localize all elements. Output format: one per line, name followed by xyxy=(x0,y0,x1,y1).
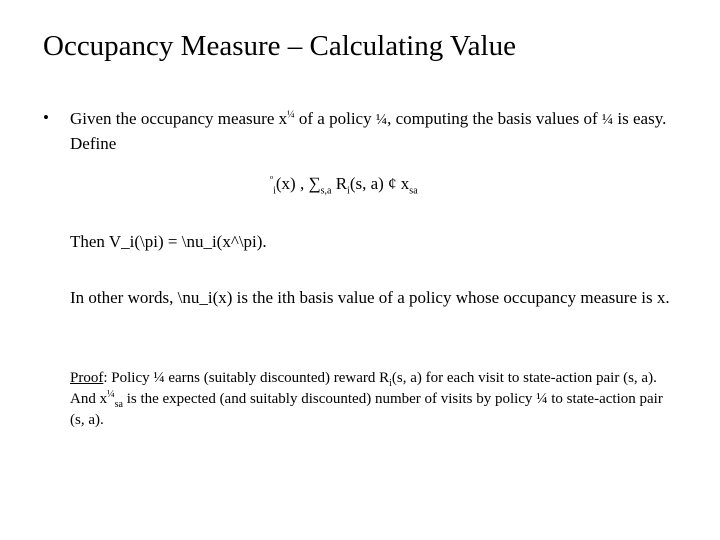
interpretation-paragraph: In other words, \nu_i(x) is the ith basis value of a policy whose occupancy measure is x. xyxy=(70,288,670,307)
nu-symbol: º xyxy=(270,174,274,186)
proof-text-3: (s, a) for each visit to state-action pair (s, a). And x xyxy=(70,370,657,407)
proof-text-5: to state-action pair (s, a). xyxy=(70,391,663,428)
proof-paragraph xyxy=(70,368,670,431)
formula-sub-i-2: i xyxy=(347,185,350,197)
slide-title: Occupancy Measure – Calculating Value xyxy=(43,30,516,62)
basis-value-formula xyxy=(270,172,418,196)
proof-text-4: is the expected (and suitably discounted) number of visits by policy xyxy=(122,391,537,407)
formula-sub-i: i xyxy=(273,185,276,197)
intro-paragraph xyxy=(70,107,690,156)
pi-symbol-3: ¼ xyxy=(153,370,165,386)
pi-symbol: ¼ xyxy=(375,112,388,128)
intro-text-2: of a policy xyxy=(294,109,376,128)
intro-text-3: , computing the basis values of xyxy=(387,109,602,128)
pi-symbol-2: ¼ xyxy=(601,112,614,128)
formula-sub-sa-2: sa xyxy=(409,185,418,197)
occupancy-x: x xyxy=(278,109,288,128)
formula-text-3: (s, a) ¢ x xyxy=(349,174,410,193)
proof-text-2: earns (suitably discounted) reward R xyxy=(164,370,390,386)
formula-text-1: (x) , xyxy=(275,174,309,193)
sum-symbol: ∑ xyxy=(308,174,321,193)
bullet-marker: • xyxy=(43,108,49,127)
value-statement: Then V_i(\pi) = \nu_i(x^\pi). xyxy=(70,232,267,251)
proof-sub-sa: sa xyxy=(114,399,123,410)
proof-pi-superscript: ¼ xyxy=(107,389,115,400)
intro-text-4: is easy. Define xyxy=(70,109,667,153)
formula-text-2: R xyxy=(331,174,348,193)
intro-text-1: Given the occupancy measure xyxy=(70,109,279,128)
proof-text-1: : Policy xyxy=(103,370,154,386)
pi-symbol-4: ¼ xyxy=(536,391,548,407)
proof-sub-i: i xyxy=(389,378,392,389)
pi-superscript: ¼ xyxy=(287,109,295,121)
formula-sub-sa: s,a xyxy=(320,185,332,197)
proof-label: Proof xyxy=(70,370,104,386)
